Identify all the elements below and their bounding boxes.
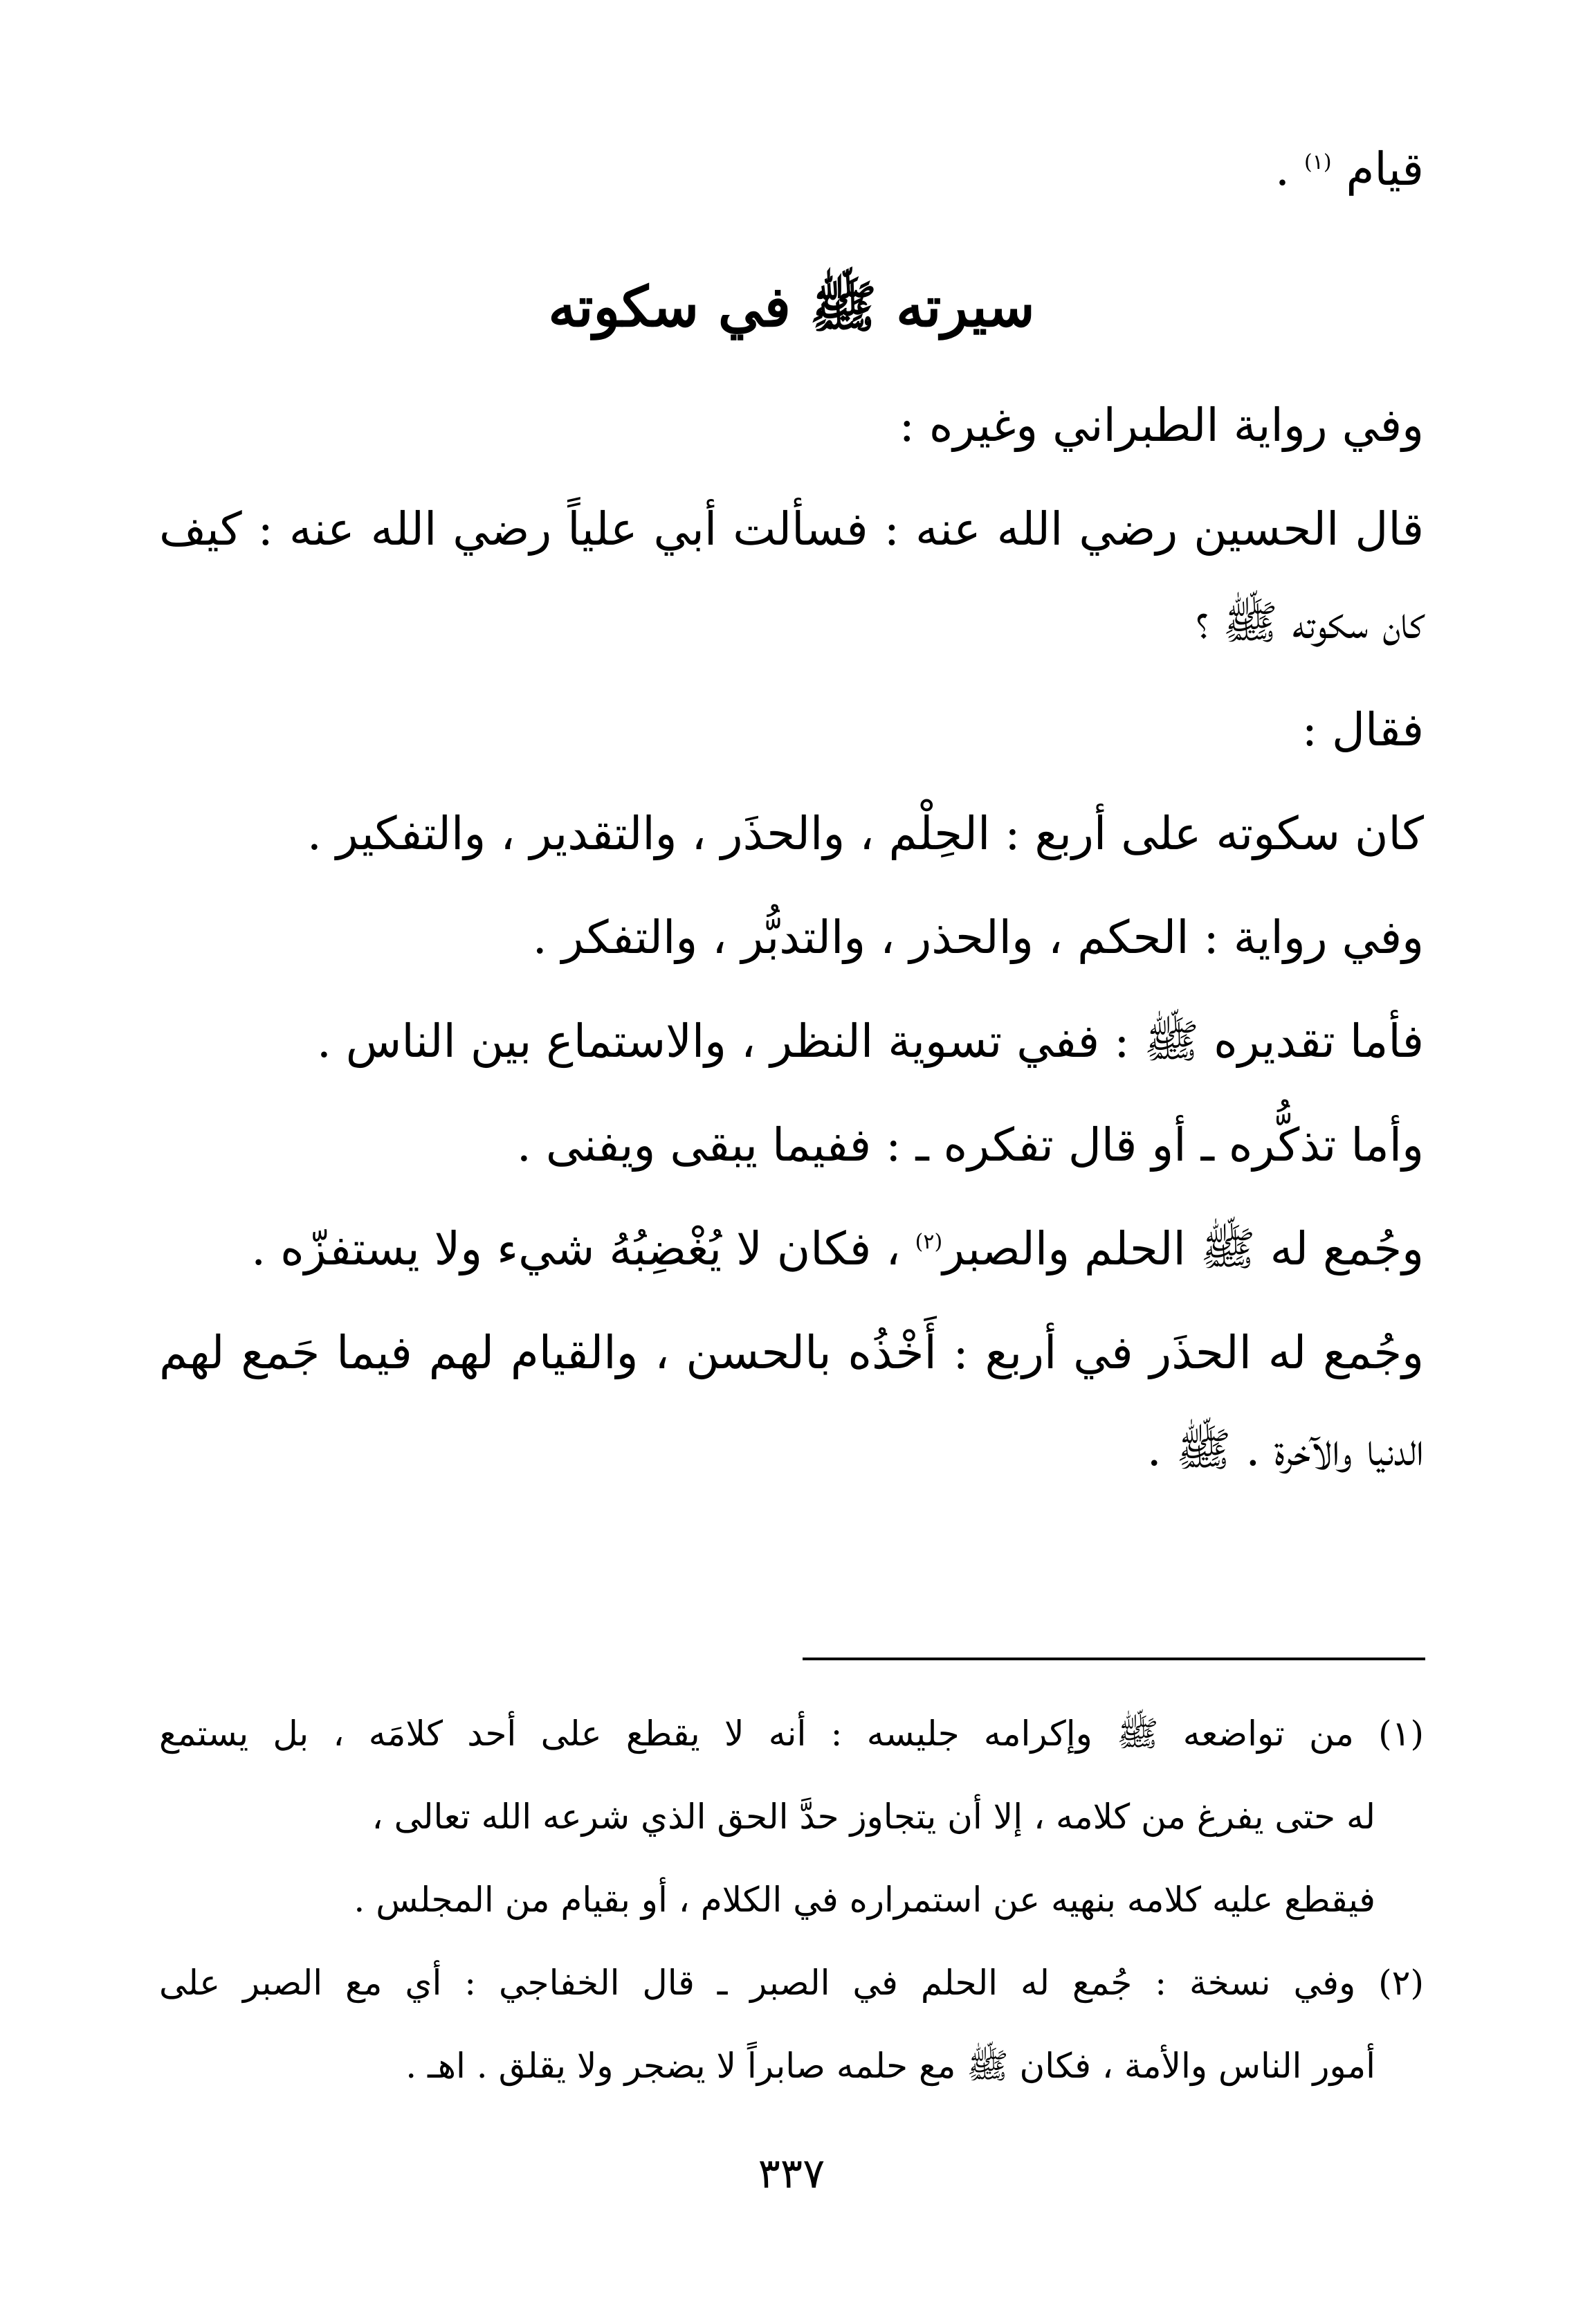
body-line-8: وأما تذكُّره ـ أو قال تفكره ـ : ففيما يبقى ويفنى . [516,1118,1424,1172]
body-line-11: الدنيا والآخرة . ﷺ . [1146,1423,1424,1476]
body-line-10: وجُمع له الحذَر في أربع : أَخْذُه بالحسن ، والقيام لهم فيما جَمع لهم [159,1326,1424,1379]
footnote-2-line-2: أمور الناس والأمة ، فكان ﷺ مع حلمه صابراً لا يضجر ولا يقلق . اهـ . [405,2046,1375,2086]
body-line-9-end: ، فكان لا يُغْضِبُهُ شيء ولا يستفزّه . [251,1222,901,1276]
section-heading: سيرته ﷺ في سكوته [548,274,1035,339]
body-line-6: وفي رواية : الحكم ، والحذر ، والتدبُّر ، والتفكر . [532,911,1424,964]
continuation-word: قيام [1346,143,1424,196]
footnote-ref-2: (٢) [915,1230,943,1254]
page-number: ٣٣٧ [758,2150,825,2198]
body-line-2: قال الحسين رضي الله عنه : فسألت أبي علياً رضي الله عنه : كيف [159,502,1424,556]
footnote-ref-1: (١) [1304,150,1332,174]
footnote-1-line-3: فيقطع عليه كلامه بنهيه عن استمراره في الكلام ، أو بقيام من المجلس . [354,1880,1375,1920]
continuation-period: . [1275,143,1290,196]
footnote-1-line-2: له حتى يفرغ من كلامه ، إلا أن يتجاوز حدَّ الحق الذي شرعه الله تعالى ، [372,1797,1375,1837]
body-line-1: وفي رواية الطبراني وغيره : [899,399,1424,452]
body-line-9 [159,1222,1424,1276]
body-line-3: كان سكوته ﷺ ؟ [1196,596,1424,649]
footnote-1-line-1: (١) من تواضعه ﷺ وإكرامه جليسه : أنه لا يقطع على أحد كلامَه ، بل يستمع [159,1714,1424,1754]
body-line-9-start: وجُمع له ﷺ الحلم والصبر [942,1222,1424,1276]
footnote-2-line-1: (٢) وفي نسخة : جُمع له الحلم في الصبر ـ قال الخفاجي : أي مع الصبر على [159,1963,1424,2003]
body-line-5: كان سكوته على أربع : الحِلْم ، والحذَر ، والتقدير ، والتفكير . [306,807,1424,860]
footnote-divider [803,1658,1425,1660]
continuation-line [159,142,1424,197]
body-line-7: فأما تقديره ﷺ : ففي تسوية النظر ، والاستماع بين الناس . [316,1015,1424,1068]
body-line-4: فقال : [1301,703,1424,756]
